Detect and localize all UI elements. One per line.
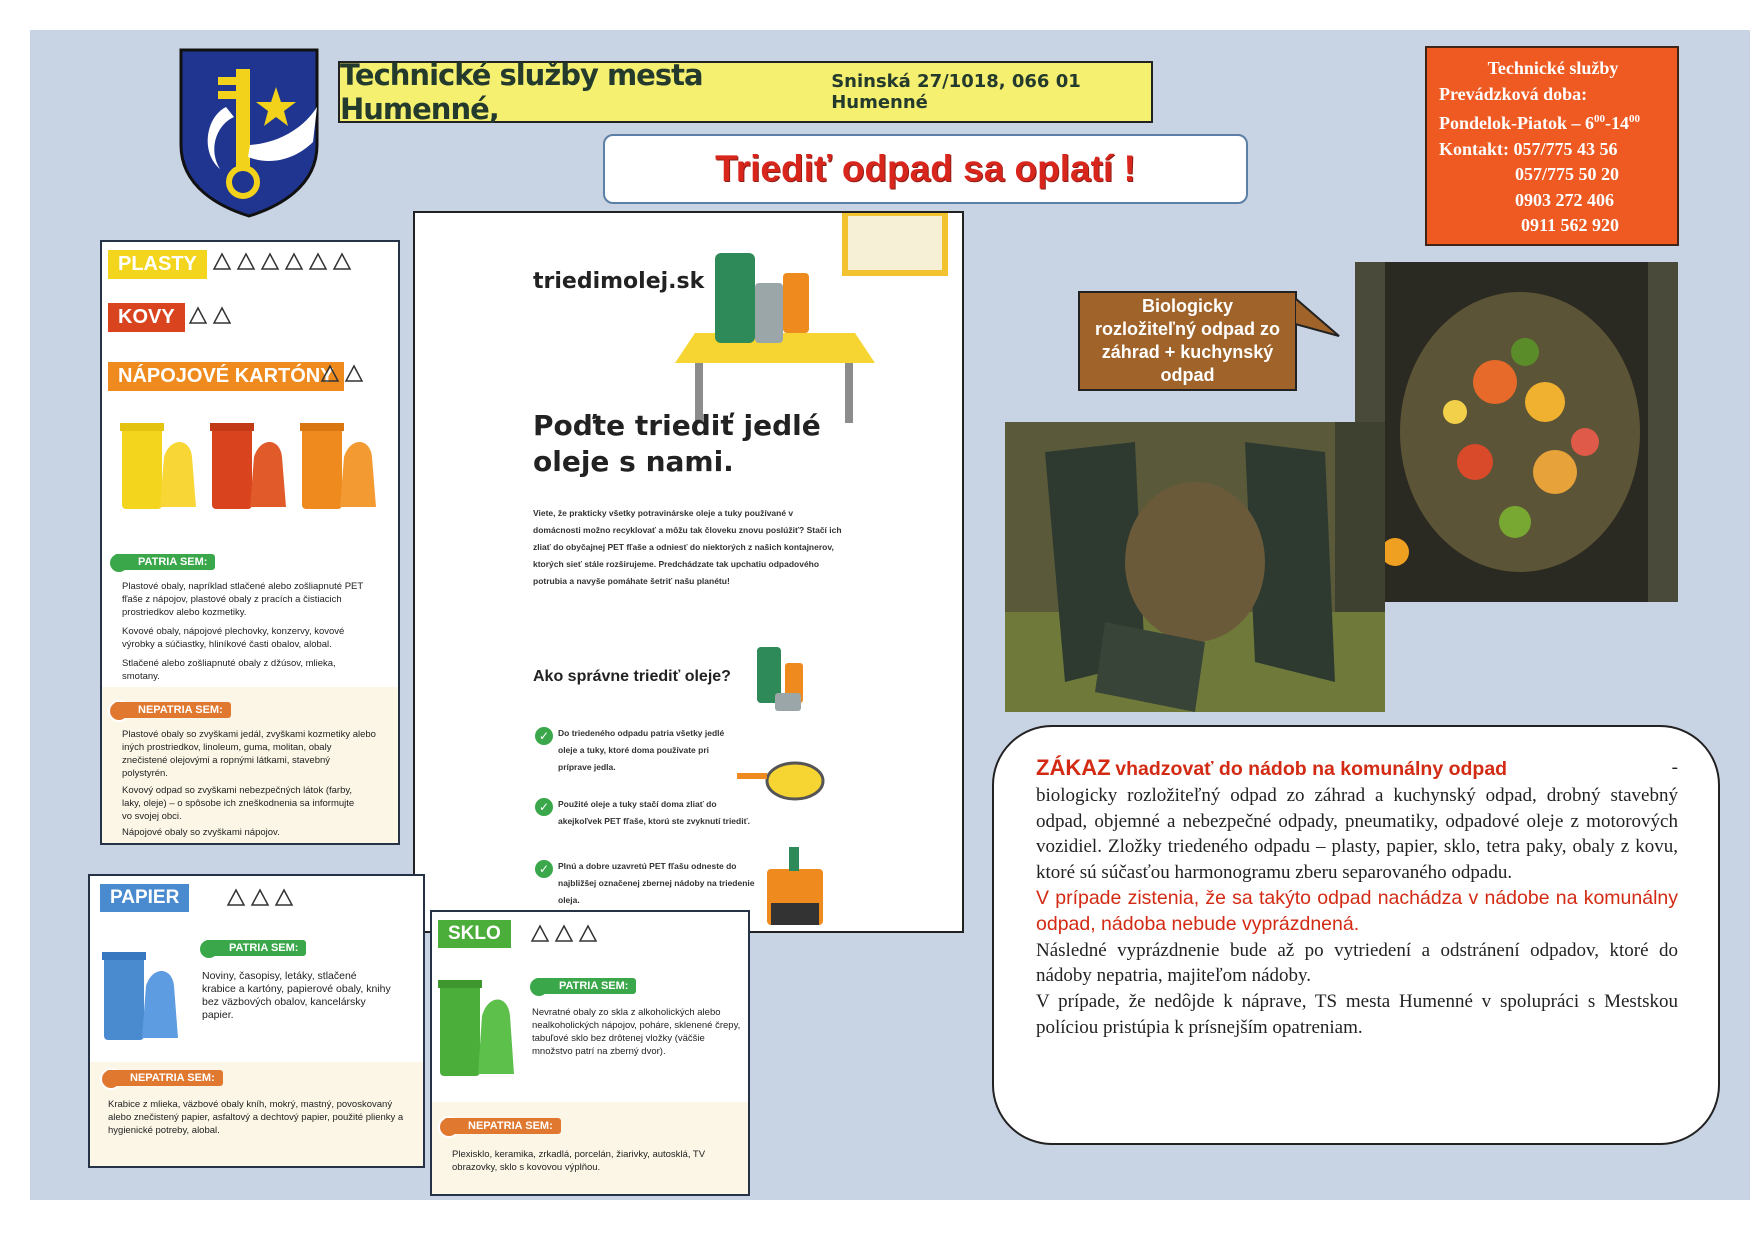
contact-phone-3: 0903 272 406 — [1515, 189, 1614, 210]
category-sklo: SKLO — [438, 920, 511, 948]
contact-phone-2: 057/775 50 20 — [1515, 164, 1620, 184]
plasty-nepatria-3: Nápojové obaly so zvyškami nápojov. — [122, 827, 280, 838]
slogan-text: Triediť odpad sa oplatí ! — [715, 148, 1136, 189]
sklo-nepatria-text: Plexisklo, keramika, zrkadlá, porcelán, žiarivky, autosklá, TV obrazovky, sklo s kovovou výplňou. — [452, 1149, 706, 1173]
kovy-recycling-icons — [188, 306, 232, 326]
notice-warning: V prípade zistenia, že sa takýto odpad nachádza v nádobe na komunálny odpad, nádoba nebude vyprázdnená. — [1036, 886, 1678, 935]
papier-bin-illustration — [100, 946, 190, 1046]
notice-zakaz-rest: vhadzovať do nádob na komunálny odpad — [1115, 758, 1508, 780]
plasty-nepatria-1: Plastové obaly so zvyškami jedál, zvyškami kozmetiky alebo iných prostriedkov, linoleum, guma, molitan, obaly znečistené olejovými a ropnými látkami, stavebný polystyrén. — [122, 729, 376, 779]
papier-recycling-icons — [226, 888, 294, 908]
slogan-box — [603, 134, 1248, 204]
papier-patria-text: Noviny, časopisy, letáky, stlačené krabice a kartóny, papierové obaly, knihy bez väzbových obalov, kancelársky papier. — [202, 970, 391, 1021]
notice-body-2: Následné vyprázdnenie bude až po vytriedení a odstránení odpadov, ktoré do nádoby nepatria, majiteľom nádoby. — [1036, 939, 1678, 987]
plasty-patria-3: Stlačené alebo zošliapnuté obaly z džúsov, mlieka, smotany. — [122, 658, 336, 682]
organization-address: Sninská 27/1018, 066 01 Humenné — [831, 71, 1081, 113]
recycle-triangle-icon — [212, 252, 232, 272]
category-napojove-kartony: NÁPOJOVÉ KARTÓNY — [108, 362, 344, 391]
patria-label: PATRIA SEM: — [114, 554, 215, 570]
notice-dash: - — [1671, 757, 1678, 778]
contact-hours: Pondelok-Piatok – $6^{00}-14^{00}$ — [1439, 113, 1641, 133]
sklo-recycling-icons — [530, 924, 598, 944]
notice-body-1: biologicky rozložiteľný odpad zo záhrad a kuchynský odpad, drobný stavebný odpad, objemné a nebezpečné odpady, pneumatiky, odpadové oleje z motorových vozidiel. Zložky triedeného odpadu – plasty, papier, sklo, tetra paky, obaly z kovu, ktoré sú súčasťou harmonogramu zberu separovaného odpadu. — [1036, 784, 1678, 884]
papier-nepatria-text: Krabice z mlieka, väzbové obaly kníh, mokrý, mastný, povoskovaný alebo znečistený papier, asfaltový a dechtový papier, použité plienky a hygienické potreby, alobal. — [108, 1099, 404, 1136]
papier-panel — [88, 874, 425, 1168]
bio-label-arrow — [1295, 296, 1345, 346]
flyer-step-3: Plnú a dobre uzavretú PET fľašu odneste do najbližšej označenej zbernej nádoby na triedenie oleja. — [558, 861, 755, 905]
kartony-recycling-icons — [320, 364, 364, 384]
recycle-triangle-icon — [332, 252, 352, 272]
patria-label: PATRIA SEM: — [535, 978, 636, 994]
sklo-panel — [430, 910, 750, 1196]
kitchen-waste-photo — [1355, 262, 1678, 602]
recycle-triangle-icon — [554, 924, 574, 944]
recycle-triangle-icon — [284, 252, 304, 272]
category-papier: PAPIER — [100, 884, 189, 912]
recycle-triangle-icon — [236, 252, 256, 272]
patria-label: PATRIA SEM: — [205, 940, 306, 956]
flyer-subheading: Ako správne triediť oleje? — [533, 668, 731, 685]
contact-org: Technické služby — [1487, 58, 1619, 78]
sklo-bin-illustration — [436, 972, 526, 1082]
contact-phone-4: 0911 562 920 — [1521, 215, 1620, 235]
flyer-step-1: Do triedeného odpadu patria všetky jedlé oleje a tuky, ktoré doma používate pri príprave jedla. — [558, 728, 725, 772]
recycle-triangle-icon — [250, 888, 270, 908]
notice-paragraph-1 — [1036, 755, 1678, 783]
recycle-triangle-icon — [308, 252, 328, 272]
flyer-intro: Viete, že prakticky všetky potravinárske oleje a tuky používané v domácnosti možno recyklovať a môžu tak človeku znovu poslúžiť? Stačí ich zliať do obyčajnej PET fľaše a odniesť do niektorých z našich kontajnerov, ktorých sieť stále rozširujeme. Predchádzate tak upchatiu odpadového potrubia a navyše pomáhate šetriť našu planétu! — [533, 508, 842, 586]
nepatria-label: NEPATRIA SEM: — [114, 702, 231, 718]
contact-box — [1425, 46, 1679, 246]
table-illustration — [655, 213, 955, 423]
plasty-patria-2: Kovové obaly, nápojové plechovky, konzervy, kovové výrobky a súčiastky, hliníkové časti obalov, alobal. — [122, 626, 345, 650]
contact-phone-1: Kontakt: 057/775 43 56 — [1439, 138, 1618, 159]
oil-steps-illustration — [735, 633, 835, 933]
recycle-triangle-icon — [226, 888, 246, 908]
notice-zakaz: ZÁKAZ — [1036, 755, 1111, 780]
bio-waste-label: Biologicky rozložiteľný odpad zo záhrad + kuchynský odpad — [1078, 291, 1297, 391]
recycle-triangle-icon — [530, 924, 550, 944]
category-kovy: KOVY — [108, 303, 185, 332]
flyer-step-2: Použité oleje a tuky stačí doma zliať do akejkoľvek PET fľaše, ktorú ste zvyknutí triediť. — [558, 799, 751, 826]
check-icon: ✓ — [533, 725, 555, 747]
prohibition-notice — [992, 725, 1720, 1145]
plasty-recycling-icons — [212, 252, 352, 272]
sklo-patria-text: Nevratné obaly zo skla z alkoholických alebo nealkoholických nápojov, poháre, sklenené črepy, tabuľové sklo bez drôtenej vložky (väčšie množstvo patrí na zberný dvor). — [532, 1007, 741, 1057]
contact-hours-label: Prevádzková doba: — [1439, 83, 1588, 104]
recycle-triangle-icon — [320, 364, 340, 384]
notice-body-3: V prípade, že nedôjde k náprave, TS mesta Humenné v spolupráci s Mestskou políciou pristúpia k prísnejším opatreniam. — [1036, 991, 1678, 1038]
recycle-triangle-icon — [274, 888, 294, 908]
header-title-bar — [338, 58, 1153, 126]
compost-bin-photo — [1005, 422, 1385, 712]
category-plasty: PLASTY — [108, 250, 207, 279]
recycle-triangle-icon — [578, 924, 598, 944]
check-icon: ✓ — [533, 796, 555, 818]
flyer-headline: Poďte triediť jedlé oleje s nami. — [533, 409, 821, 478]
nepatria-label: NEPATRIA SEM: — [444, 1118, 561, 1134]
oil-recycling-flyer — [413, 211, 964, 933]
recycle-triangle-icon — [212, 306, 232, 326]
plasty-nepatria-2: Kovový odpad so zvyškami nebezpečných látok (farby, laky, oleje) – o spôsobe ich zneškodnenia sa informujte vo svojej obci. — [122, 785, 355, 822]
check-icon: ✓ — [533, 858, 555, 880]
coat-of-arms-logo — [178, 47, 320, 219]
nepatria-label: NEPATRIA SEM: — [106, 1070, 223, 1086]
plasty-kovy-panel — [100, 240, 400, 845]
recycle-triangle-icon — [344, 364, 364, 384]
flyer-brand: triedimolej.sk — [533, 269, 705, 294]
organization-title: Technické služby mesta Humenné, — [340, 58, 703, 126]
bins-illustration — [120, 417, 390, 517]
recycle-triangle-icon — [260, 252, 280, 272]
recycle-triangle-icon — [188, 306, 208, 326]
plasty-patria-1: Plastové obaly, napríklad stlačené alebo zošliapnuté PET fľaše z nápojov, plastové obaly z pracích a čistiacich prostriedkov alebo kozmetiky. — [122, 581, 363, 618]
